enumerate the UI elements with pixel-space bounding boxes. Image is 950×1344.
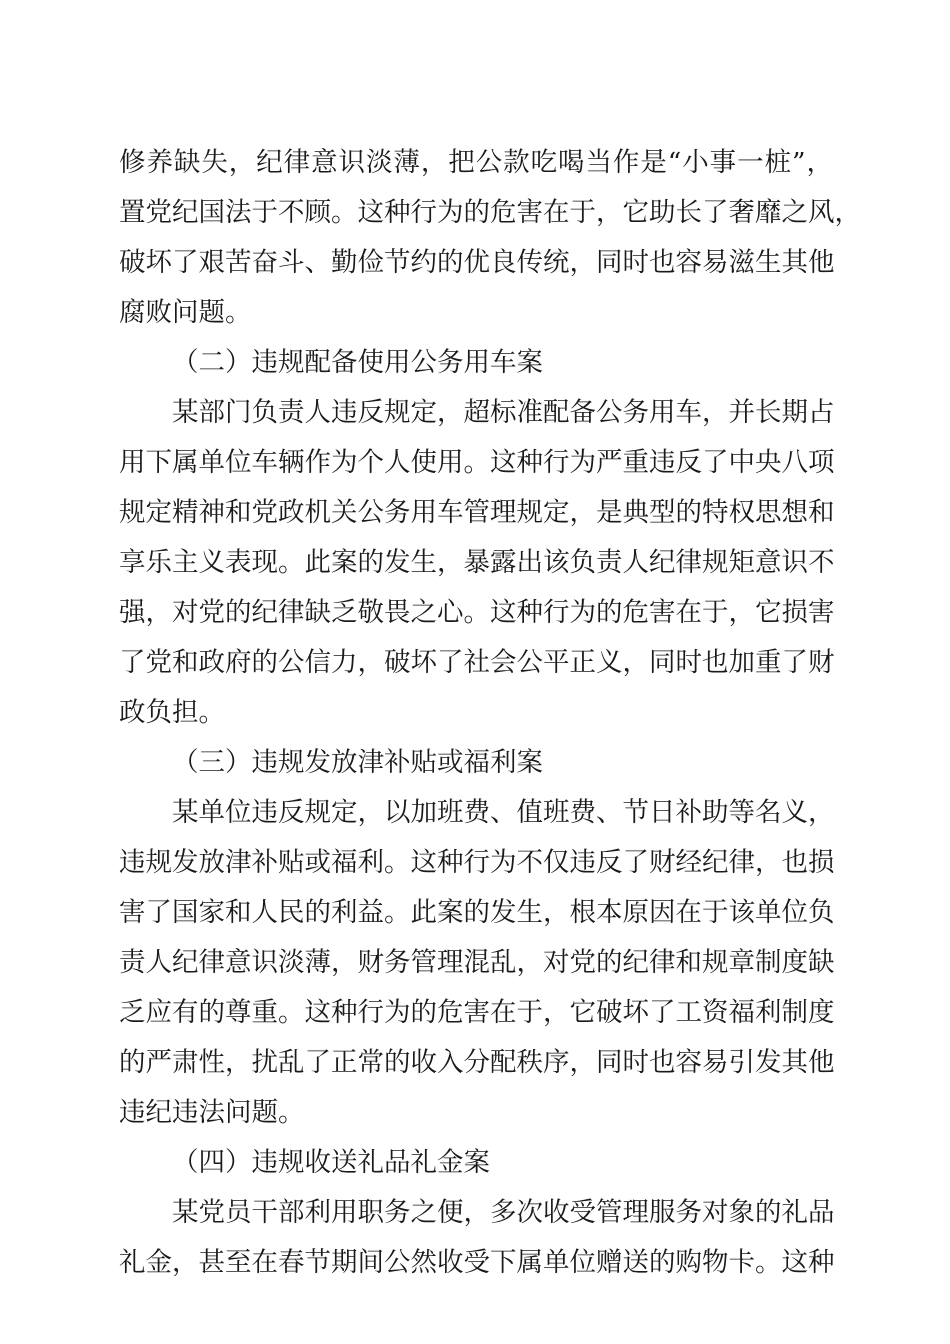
paragraph-line: 强，对党的纪律缺乏敬畏之心。这种行为的危害在于，它损害 <box>119 597 835 628</box>
paragraph-line: 乏应有的尊重。这种行为的危害在于，它破坏了工资福利制度 <box>119 997 835 1028</box>
paragraph-line: 某部门负责人违反规定，超标准配备公务用车，并长期占 <box>172 397 835 428</box>
section-heading-2: （二）违规配备使用公务用车案 <box>172 347 543 378</box>
section-heading-4: （四）违规收送礼品礼金案 <box>172 1147 490 1178</box>
paragraph-line: 礼金，甚至在春节期间公然收受下属单位赠送的购物卡。这种 <box>119 1247 835 1278</box>
paragraph-line: 用下属单位车辆作为个人使用。这种行为严重违反了中央八项 <box>119 447 835 478</box>
paragraph-line: 了党和政府的公信力，破坏了社会公平正义，同时也加重了财 <box>119 647 835 678</box>
paragraph-line: 的严肃性，扰乱了正常的收入分配秩序，同时也容易引发其他 <box>119 1047 835 1078</box>
paragraph-line: 害了国家和人民的利益。此案的发生，根本原因在于该单位负 <box>119 897 835 928</box>
paragraph-line: 违纪违法问题。 <box>119 1097 305 1128</box>
document-body <box>119 138 861 1288</box>
paragraph-line: 腐败问题。 <box>119 297 252 328</box>
paragraph-line: 某单位违反规定，以加班费、值班费、节日补助等名义， <box>172 797 835 828</box>
paragraph-line: 责人纪律意识淡薄，财务管理混乱，对党的纪律和规章制度缺 <box>119 947 835 978</box>
paragraph-line: 某党员干部利用职务之便，多次收受管理服务对象的礼品 <box>172 1197 835 1228</box>
paragraph-line: 政负担。 <box>119 697 225 728</box>
paragraph-line: 修养缺失，纪律意识淡薄，把公款吃喝当作是“小事一桩”， <box>119 147 833 178</box>
paragraph-line: 规定精神和党政机关公务用车管理规定，是典型的特权思想和 <box>119 497 835 528</box>
paragraph-line: 破坏了艰苦奋斗、勤俭节约的优良传统，同时也容易滋生其他 <box>119 247 835 278</box>
paragraph-line: 置党纪国法于不顾。这种行为的危害在于，它助长了奢靡之风， <box>119 197 861 228</box>
section-heading-3: （三）违规发放津补贴或福利案 <box>172 747 543 778</box>
paragraph-line: 违规发放津补贴或福利。这种行为不仅违反了财经纪律，也损 <box>119 847 835 878</box>
paragraph-line: 享乐主义表现。此案的发生，暴露出该负责人纪律规矩意识不 <box>119 547 835 578</box>
